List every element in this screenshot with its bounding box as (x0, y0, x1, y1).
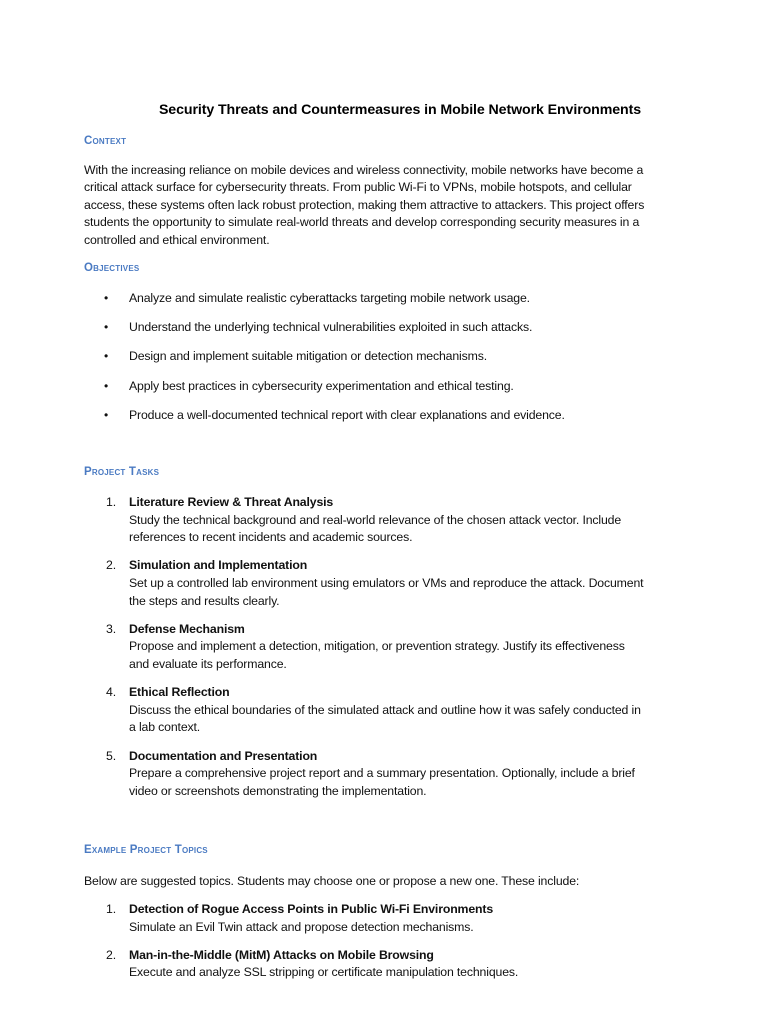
tasks-heading: Project Tasks (84, 466, 160, 478)
task-title: Ethical Reflection (129, 685, 230, 700)
list-item: • Design and implement suitable mitigation or detection mechanisms. (104, 349, 487, 364)
tasks-list (84, 494, 684, 811)
list-item: • Produce a well-documented technical report with clear explanations and evidence. (104, 407, 565, 422)
list-item: • Analyze and simulate realistic cyberattacks targeting mobile network usage. (104, 291, 530, 305)
bullet-icon: • (104, 407, 109, 422)
topic-title: Man-in-the-Middle (MitM) Attacks on Mobile Browsing (129, 947, 434, 962)
list-item: 1. Detection of Rogue Access Points in Public Wi-Fi Environments Simulate an Evil Twin attack and propose detection mechanisms. (84, 901, 684, 936)
topics-heading: Example Project Topics (84, 844, 208, 856)
list-item: 2. Man-in-the-Middle (MitM) Attacks on Mobile Browsing Execute and analyze SSL stripping or certificate manipulation techniques. (84, 947, 684, 982)
context-line: students the opportunity to simulate real-world threats and develop corresponding security measures in a (84, 215, 640, 230)
task-title: Documentation and Presentation (129, 748, 318, 763)
list-item: • Apply best practices in cybersecurity experimentation and ethical testing. (104, 378, 514, 393)
list-item: • Understand the underlying technical vulnerabilities exploited in such attacks. (104, 320, 533, 335)
list-item: 1. Literature Review & Threat Analysis Study the technical background and real-world relevance of the chosen attack vector. Include references to recent incidents and academic sources. (84, 494, 684, 547)
list-item: 5. Documentation and Presentation Prepare a comprehensive project report and a summary presentation. Optionally, include a brief video or screenshots demonstrating the implementation. (84, 748, 684, 801)
objectives-list (84, 290, 565, 436)
bullet-icon: • (104, 378, 109, 393)
bullet-icon: • (104, 320, 109, 335)
document-title: Security Threats and Countermeasures in Mobile Network Environments (158, 102, 642, 118)
topics-intro: Below are suggested topics. Students may choose one or propose a new one. These include: (84, 874, 580, 888)
bullet-icon: • (104, 291, 109, 305)
task-title: Defense Mechanism (129, 621, 245, 636)
task-title: Literature Review & Threat Analysis (129, 495, 334, 509)
list-item: 2. Simulation and Implementation Set up a controlled lab environment using emulators or VMs and reproduce the attack. Document the steps and results clearly. (84, 557, 684, 610)
bullet-icon: • (104, 349, 109, 364)
topics-list (84, 901, 684, 993)
context-line: With the increasing reliance on mobile devices and wireless connectivity, mobile networks have become a (84, 163, 644, 177)
list-item: 4. Ethical Reflection Discuss the ethical boundaries of the simulated attack and outline how it was safely conducted in a lab context. (84, 684, 684, 737)
context-line: controlled and ethical environment. (84, 232, 270, 247)
topic-title: Detection of Rogue Access Points in Public Wi-Fi Environments (129, 902, 494, 916)
objectives-heading: Objectives (84, 262, 140, 274)
task-title: Simulation and Implementation (129, 558, 308, 573)
context-line: access, these systems often lack robust protection, making them attractive to attackers. This project offers (84, 197, 645, 212)
context-heading: Context (84, 135, 127, 147)
context-line: critical attack surface for cybersecurity threats. From public Wi-Fi to VPNs, mobile hotspots, and cellular (84, 180, 632, 195)
list-item: 3. Defense Mechanism Propose and implement a detection, mitigation, or prevention strategy. Justify its effectiveness and evaluate its performance. (84, 621, 684, 674)
context-paragraph (84, 162, 684, 249)
